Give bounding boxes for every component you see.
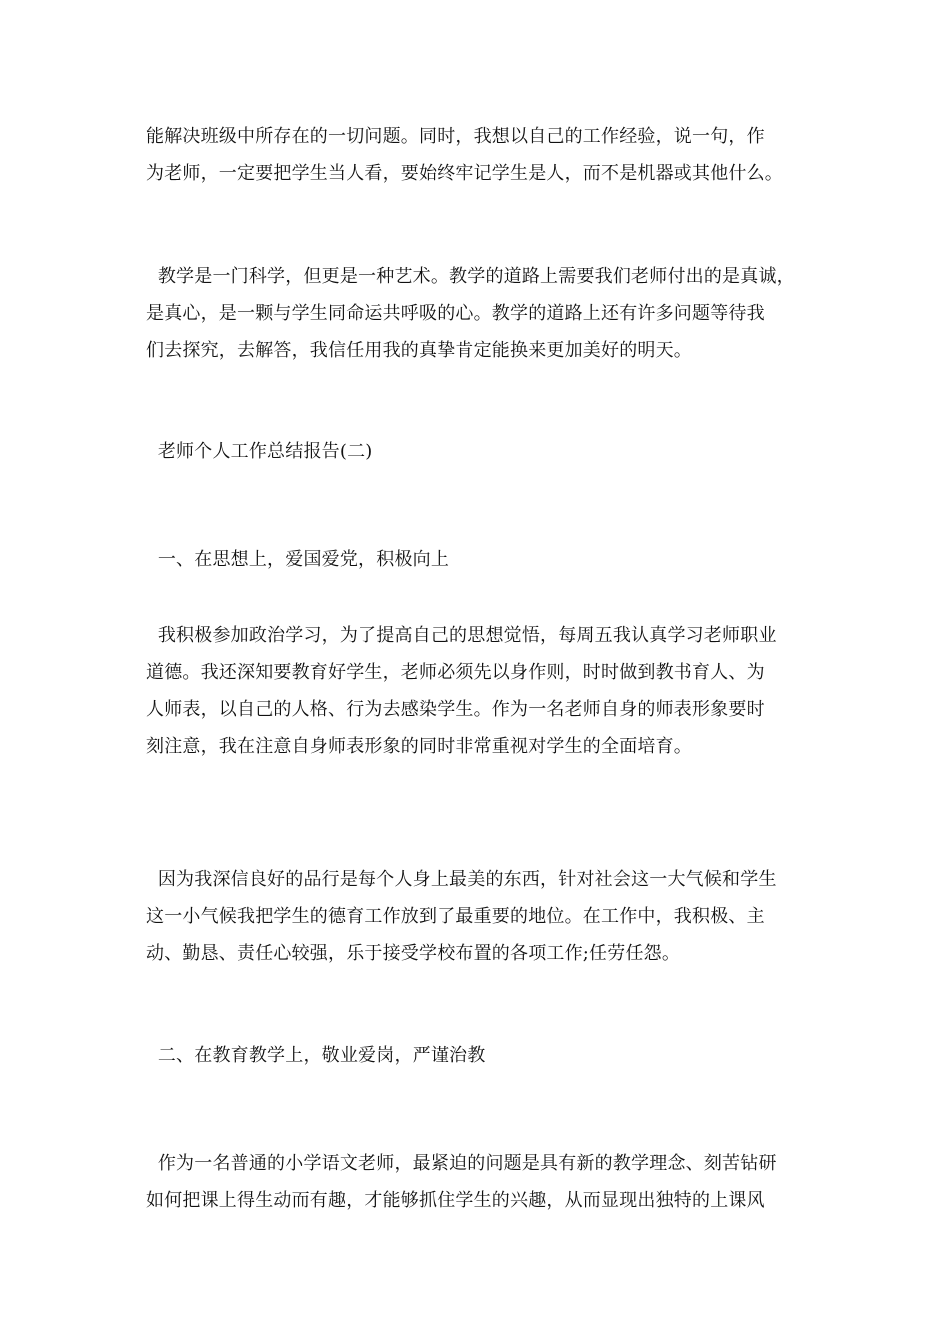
- paragraph-chinese-teacher: [146, 1145, 816, 1219]
- text-line: 人师表，以自己的人格、行为去感染学生。作为一名老师自身的师表形象要时: [146, 699, 765, 720]
- section-title: [146, 433, 816, 470]
- paragraph-political-study: [146, 617, 816, 765]
- heading-ideology: [146, 541, 816, 578]
- text-line: 们去探究，去解答，我信任用我的真挚肯定能换来更加美好的明天。: [146, 340, 692, 361]
- text-line: 作为一名普通的小学语文老师，最紧迫的问题是具有新的教学理念、刻苦钻研: [146, 1153, 777, 1174]
- text-line: 能解决班级中所存在的一切问题。同时，我想以自己的工作经验，说一句，作: [146, 126, 765, 147]
- heading-teaching: [146, 1037, 816, 1074]
- text-line: 刻注意，我在注意自身师表形象的同时非常重视对学生的全面培育。: [146, 736, 692, 757]
- text-line: 为老师，一定要把学生当人看，要始终牢记学生是人，而不是机器或其他什么。: [146, 163, 783, 184]
- text-line: 道德。我还深知要教育好学生，老师必须先以身作则，时时做到教书育人、为: [146, 662, 765, 683]
- text-line: 因为我深信良好的品行是每个人身上最美的东西，针对社会这一大气候和学生: [146, 869, 777, 890]
- text-line: 我积极参加政治学习，为了提高自己的思想觉悟，每周五我认真学习老师职业: [146, 625, 777, 646]
- text-line: 如何把课上得生动而有趣，才能够抓住学生的兴趣，从而显现出独特的上课风: [146, 1190, 765, 1211]
- report-title: 老师个人工作总结报告(二): [146, 441, 373, 462]
- paragraph-teaching-art: [146, 258, 816, 369]
- text-line: 动、勤恳、责任心较强，乐于接受学校布置的各项工作;任劳任怨。: [146, 943, 681, 964]
- heading-text: 一、在思想上，爱国爱党，积极向上: [146, 549, 450, 570]
- text-line: 教学是一门科学，但更是一种艺术。教学的道路上需要我们老师付出的是真诚，: [146, 266, 795, 287]
- heading-text: 二、在教育教学上，敬业爱岗，严谨治教: [146, 1045, 486, 1066]
- text-line: 这一小气候我把学生的德育工作放到了最重要的地位。在工作中，我积极、主: [146, 906, 765, 927]
- paragraph-moral-education: [146, 861, 816, 972]
- text-line: 是真心，是一颗与学生同命运共呼吸的心。教学的道路上还有许多问题等待我: [146, 303, 765, 324]
- paragraph-class-problems: [146, 118, 816, 192]
